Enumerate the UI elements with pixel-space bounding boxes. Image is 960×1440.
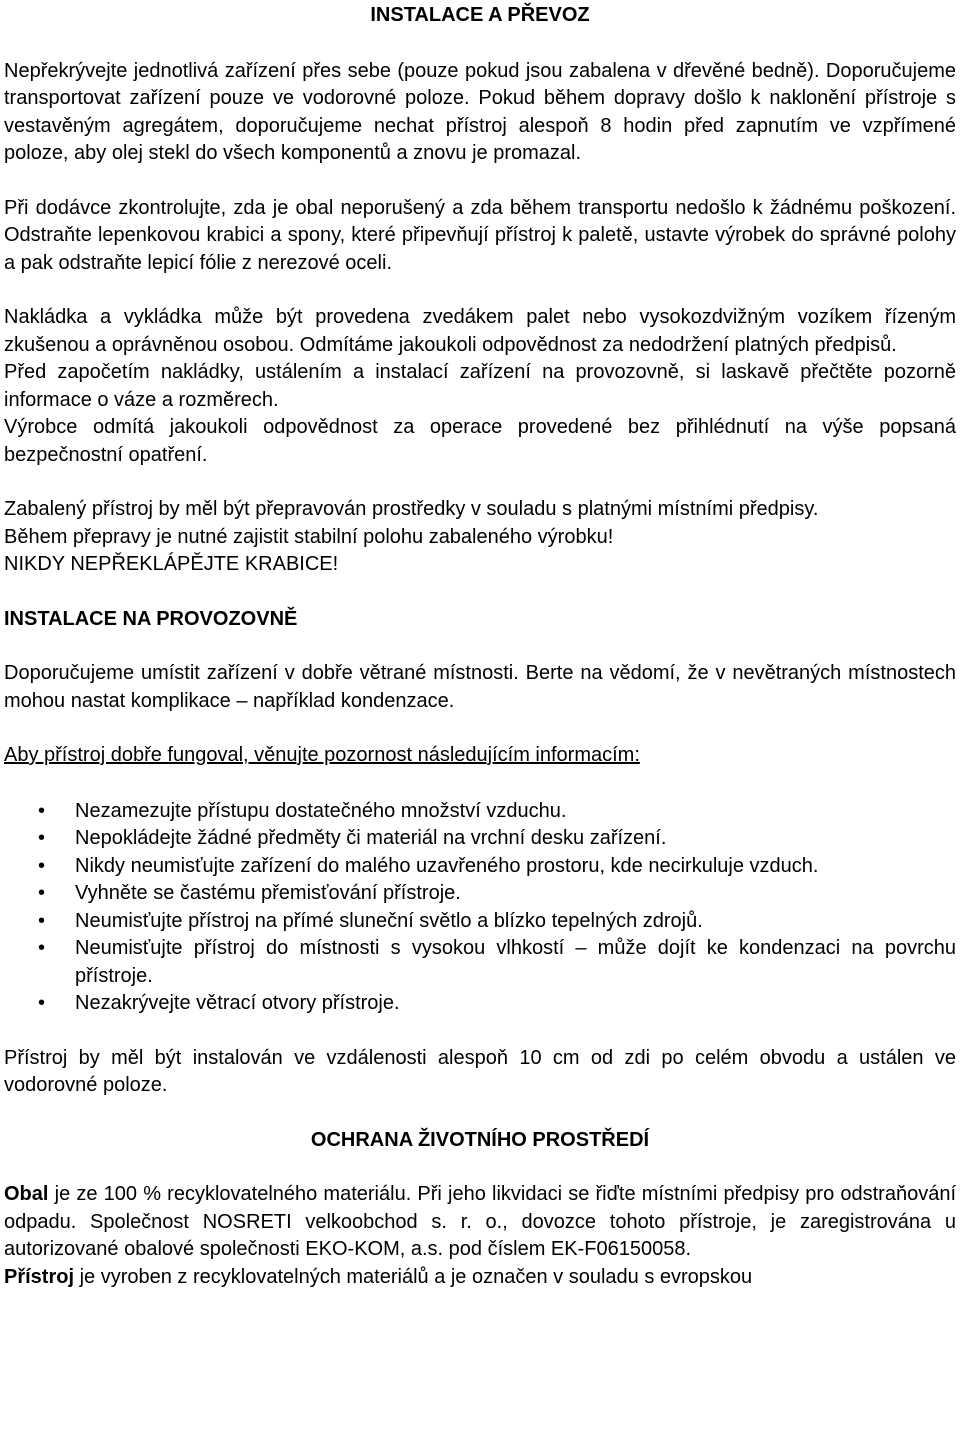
section-heading-installation-site: INSTALACE NA PROVOZOVNĚ [4,607,298,630]
paragraph-packaging: Obal je ze 100 % recyklovatelného materiálu. Při jeho likvidaci se řiďte místními předpisy pro odstraňování odpadu. Společnost NOSRETI velkoobchod s. r. o., dovozce tohoto přístroje, je zaregistrována u autorizované obalové společnosti EKO-KOM, a.s. pod číslem EK-F06150058. [4,1183,956,1260]
paragraph-ventilation: Doporučujeme umístit zařízení v dobře větrané místnosti. Berte na vědomí, že v nevětraných místnostech mohou nastat komplikace – například kondenzace. [4,662,956,712]
paragraph-liability: Výrobce odmítá jakoukoli odpovědnost za operace provedené bez přihlédnutí na výše popsaná bezpečnostní opatření. [4,416,956,466]
bold-term-packaging: Obal [4,1183,49,1205]
list-item: • Neumisťujte přístroj na přímé sluneční světlo a blízko tepelných zdrojů. [4,908,956,936]
list-item: • Neumisťujte přístroj do místnosti s vysokou vlhkostí – může dojít ke kondenzaci na povrchu přístroje. [38,937,956,987]
paragraph-packed-transport: Zabalený přístroj by měl být přepravován prostředky v souladu s platnými místními předpisy. [4,498,819,520]
paragraph-loading: Nakládka a vykládka může být provedena zvedákem palet nebo vysokozdvižným vozíkem řízeným zkušenou a oprávněnou osobou. Odmítáme jakoukoli odpovědnost za nedodržení platných předpisů. [4,306,956,356]
paragraph-delivery-check: Při dodávce zkontrolujte, zda je obal neporušený a zda během transportu nedošlo k žádnému poškození. Odstraňte lepenkovou krabici a spony, které připevňují přístroj k paletě, ustavte výrobek do správné polohy a pak odstraňte lepicí fólie z nerezové oceli. [4,196,956,274]
list-item: • Nezakrývejte větrací otvory přístroje. [4,990,956,1018]
bullet-icon: • [38,937,46,959]
paragraph-read-info: Před započetím nakládky, ustálením a instalací zařízení na provozovně, si laskavě přečtěte pozorně informace o váze a rozměrech. [4,361,956,411]
bullet-icon: • [38,827,46,849]
bullet-icon: • [38,992,46,1014]
bullet-icon: • [38,882,46,904]
section-heading-installation-transport: INSTALACE A PŘEVOZ [370,4,590,26]
paragraph-distance-from-wall: Přístroj by měl být instalován ve vzdálenosti alespoň 10 cm od zdi po celém obvodu a ustálen ve vodorovné poloze. [4,1046,956,1096]
list-item: • Nikdy neumisťujte zařízení do malého uzavřeného prostoru, kde necirkuluje vzduch. [4,853,956,881]
bold-term-appliance: Přístroj [4,1265,75,1288]
underlined-text: Aby přístroj dobře fungoval, věnujte pozornost následujícím informacím: [4,744,640,766]
paragraph-attention-underlined [4,742,956,770]
paragraph-never-tilt: NIKDY NEPŘEKLÁPĚJTE KRABICE! [4,553,339,575]
section-heading-environment: OCHRANA ŽIVOTNÍHO PROSTŘEDÍ [310,1128,650,1151]
list-item: • Nezamezujte přístupu dostatečného množství vzduchu. [4,798,956,826]
bullet-icon: • [38,799,46,822]
list-item: • Nepokládejte žádné předměty či materiál na vrchní desku zařízení. [4,825,956,853]
paragraph-stacking-transport: Nepřekrývejte jednotlivá zařízení přes sebe (pouze pokud jsou zabalena v dřevěné bedně). Doporučujeme transportovat zařízení pouze ve vodorovné poloze. Pokud během dopravy došlo k naklonění přístroje s vestavěným agregátem, doporučujeme nechat přístroj alespoň 8 hodin před zapnutím ve vzpřímené poloze, aby olej stekl do všech komponentů a znovu je promazal. [4,59,956,164]
bullet-icon: • [38,909,46,932]
list-item: • Vyhněte se častému přemisťování přístroje. [4,880,956,908]
bullet-icon: • [38,854,46,877]
installation-bullet-list [4,798,956,1018]
paragraph-stable-position: Během přepravy je nutné zajistit stabilní polohu zabaleného výrobku! [4,525,614,548]
paragraph-appliance: Přístroj je vyroben z recyklovatelných materiálů a je označen v souladu s evropskou [4,1265,753,1288]
